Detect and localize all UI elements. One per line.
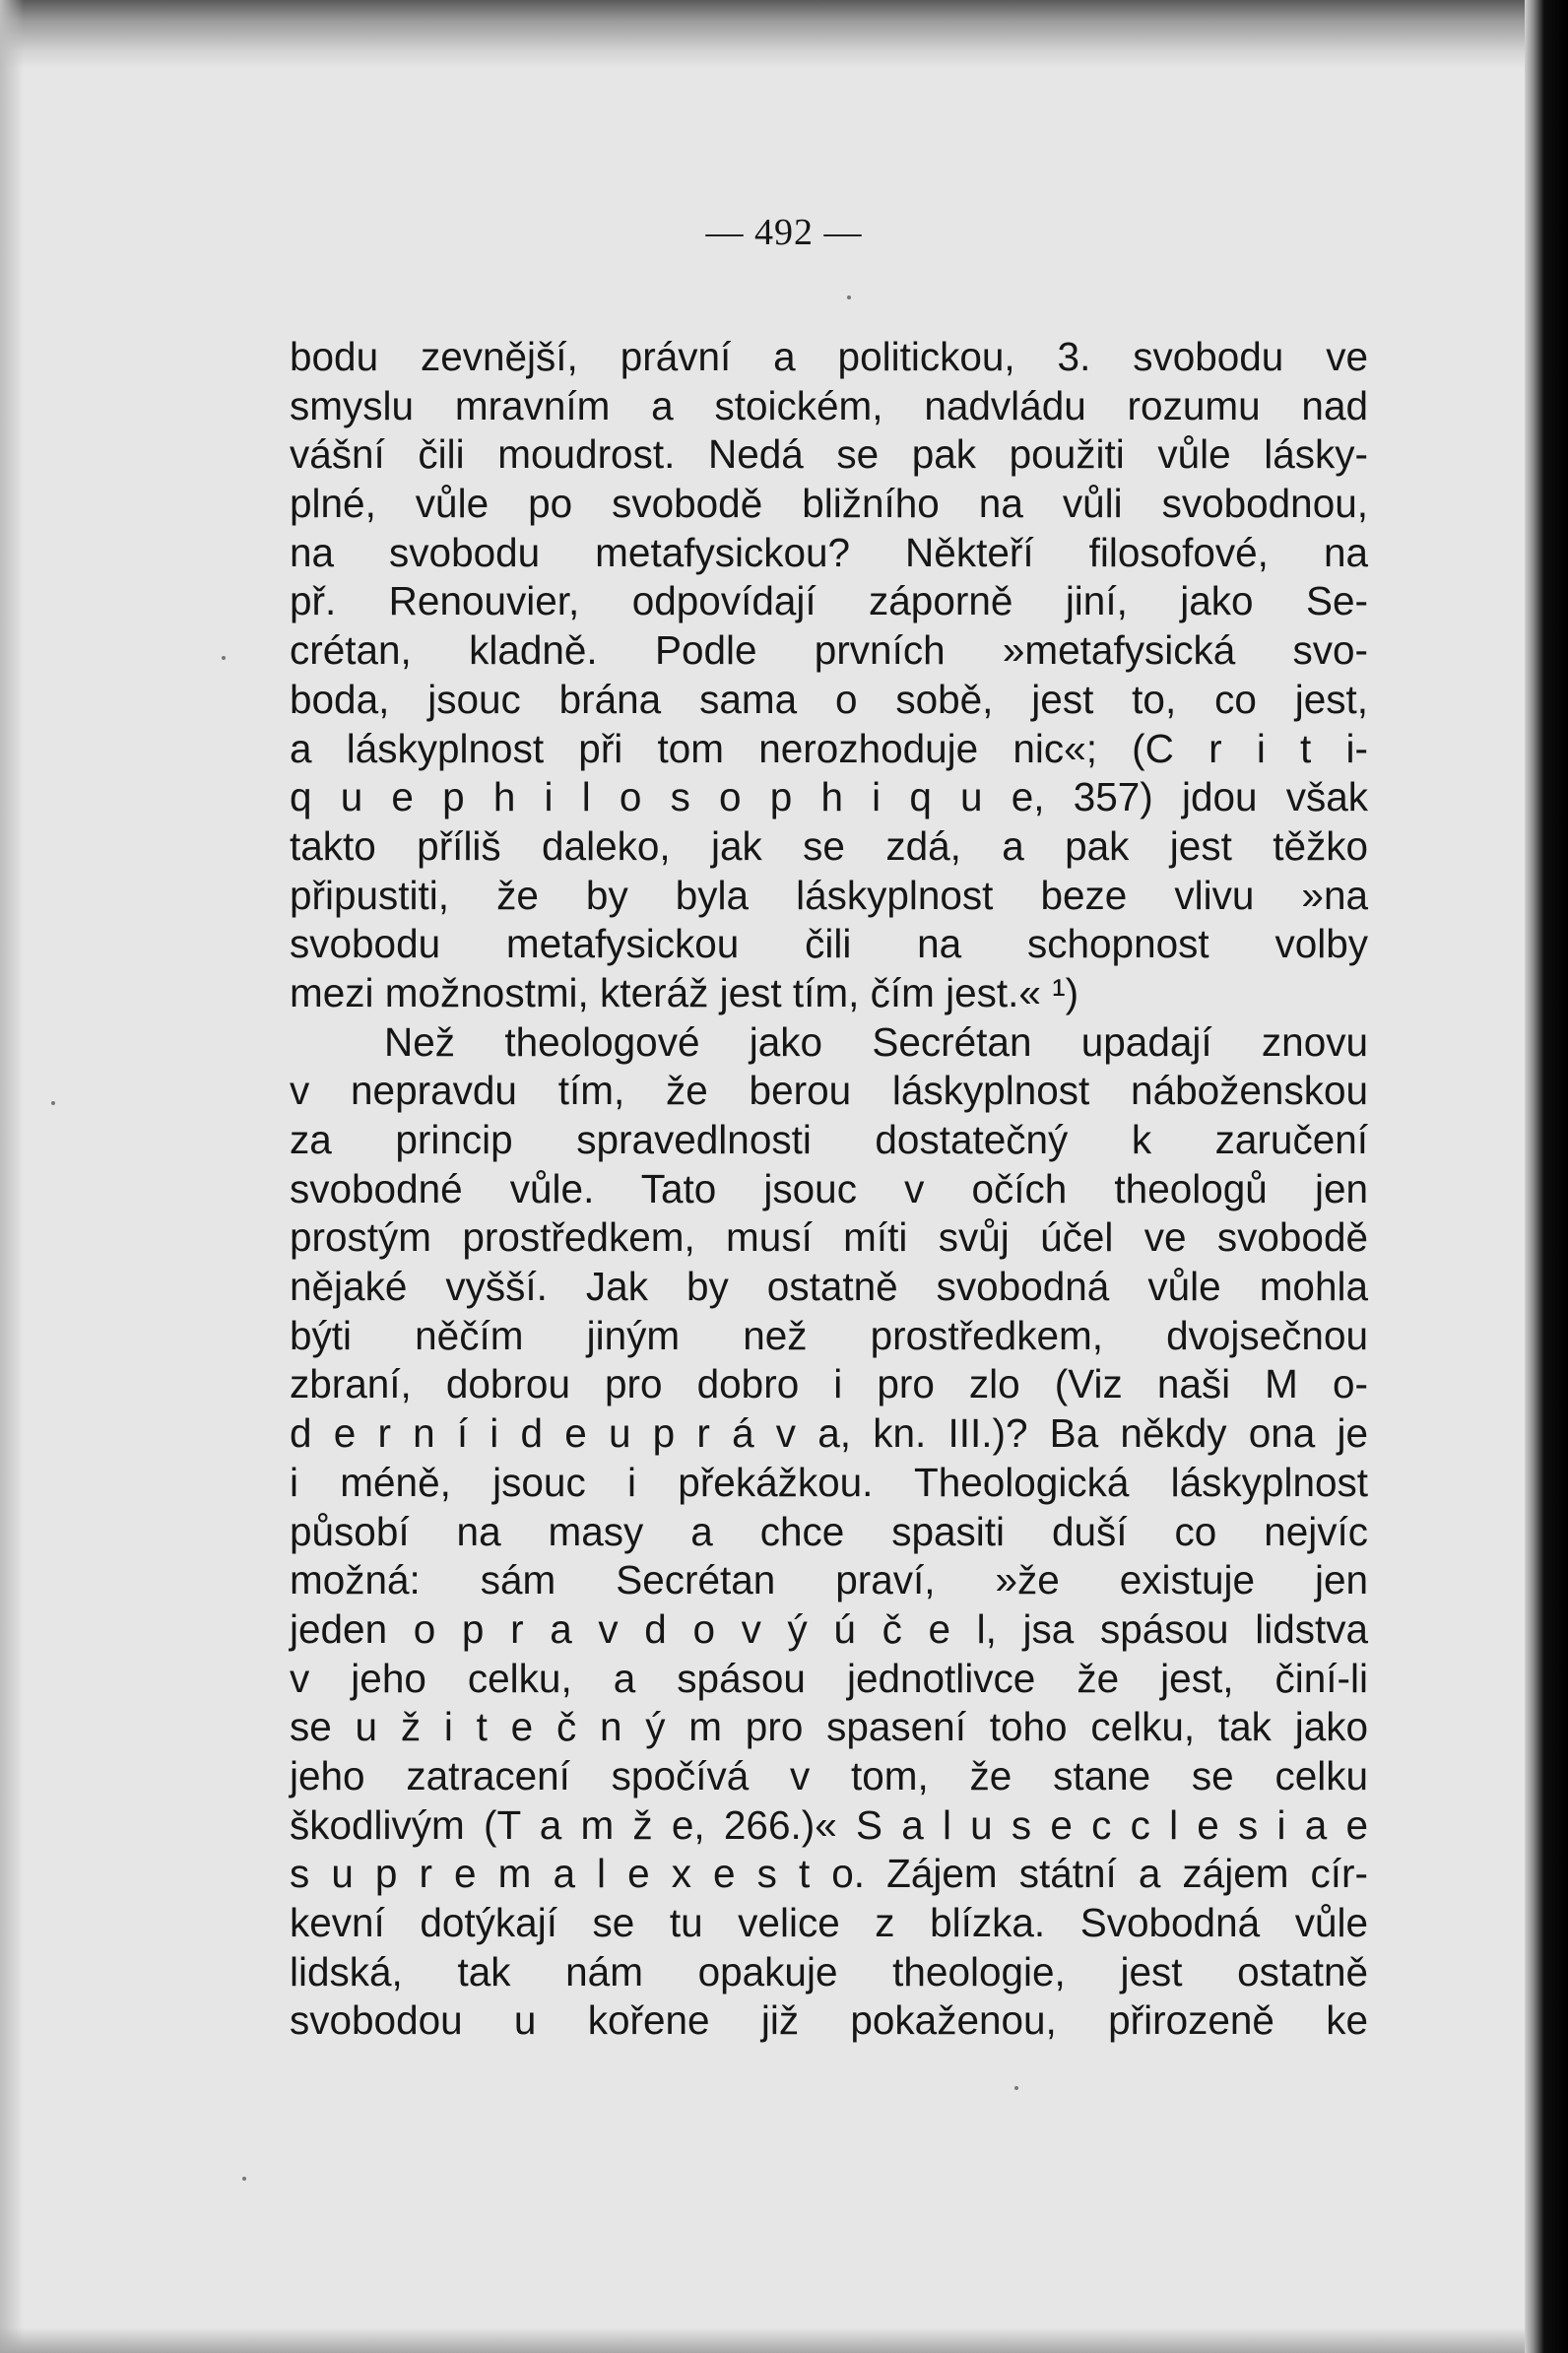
text-line: možná: sám Secrétan praví, »že existuje jen xyxy=(290,1557,1368,1603)
text-line: kevní dotýkají se tu velice z blízka. Svobodná vůle xyxy=(290,1900,1368,1945)
text-line: prostým prostředkem, musí míti svůj účel ve svobodě xyxy=(290,1214,1368,1261)
text-line: v jeho celku, a spásou jednotlivce že jest, činí-li xyxy=(290,1655,1368,1701)
text-line: lidská, tak nám opakuje theologie, jest ostatně xyxy=(290,1948,1368,1994)
dust-speck xyxy=(847,295,851,299)
text-line: a láskyplnost při tom nerozhoduje nic«; (C r i t i- xyxy=(290,725,1368,771)
text-line: crétan, kladně. Podle prvních »metafysická svo- xyxy=(290,627,1368,674)
text-line: d e r n í i d e u p r á v a, kn. III.)? Ba někdy ona je xyxy=(290,1410,1368,1457)
left-scan-shadow xyxy=(0,0,24,2353)
text-line: býti něčím jiným než prostředkem, dvojsečnou xyxy=(290,1312,1368,1358)
text-line: působí na masy a chce spasiti duší co nejvíc xyxy=(290,1508,1368,1554)
text-line: vášní čili moudrost. Nedá se pak použiti vůle lásky- xyxy=(290,431,1368,478)
text-line: svobodu metafysickou čili na schopnost volby xyxy=(290,921,1368,967)
text-line: svobodou u kořene již pokaženou, přirozeně ke xyxy=(290,1997,1368,2044)
text-line: s u p r e m a l e x e s t o. Zájem státní a zájem cír- xyxy=(290,1851,1368,1897)
text-line: př. Renouvier, odpovídají záporně jiní, jako Se- xyxy=(290,578,1368,624)
page-edge-shadow xyxy=(1525,0,1568,2353)
text-line: smyslu mravním a stoickém, nadvládu rozumu nad xyxy=(290,382,1368,428)
text-line: za princip spravedlnosti dostatečný k zaručení xyxy=(290,1117,1368,1162)
text-line: jeden o p r a v d o v ý ú č e l, jsa spásou lidstva xyxy=(290,1605,1368,1652)
page-number: — 492 — xyxy=(705,212,863,253)
body-text xyxy=(290,333,1368,2046)
text-line: mezi možnostmi, kteráž jest tím, čím jest.« ¹) xyxy=(290,969,1079,1015)
text-line: nějaké vyšší. Jak by ostatně svobodná vůle mohla xyxy=(290,1264,1368,1310)
text-line: i méně, jsouc i překážkou. Theologická láskyplnost xyxy=(290,1459,1368,1505)
text-line: jeho zatracení spočívá v tom, že stane se celku xyxy=(290,1752,1368,1798)
dust-speck xyxy=(1014,2086,1018,2090)
dust-speck xyxy=(222,656,226,660)
text-line: zbraní, dobrou pro dobro i pro zlo (Viz naši M o- xyxy=(290,1361,1368,1407)
text-line: na svobodu metafysickou? Někteří filosofové, na xyxy=(290,529,1368,575)
text-line: se u ž i t e č n ý m pro spasení toho celku, tak jako xyxy=(290,1704,1368,1750)
text-line: boda, jsouc brána sama o sobě, jest to, co jest, xyxy=(290,676,1368,722)
text-line: bodu zevnější, právní a politickou, 3. svobodu ve xyxy=(290,334,1368,379)
dust-speck xyxy=(242,2177,246,2181)
top-scan-shadow xyxy=(0,0,1536,69)
text-line: plné, vůle po svobodě bližního na vůli svobodnou, xyxy=(290,481,1368,527)
bottom-scan-shadow xyxy=(0,2327,1536,2353)
paragraph-first-line: Než theologové jako Secrétan upadají znovu xyxy=(384,1018,1368,1065)
text-line: v nepravdu tím, že berou láskyplnost náboženskou xyxy=(290,1068,1368,1114)
dust-speck xyxy=(51,1101,55,1105)
text-line: připustiti, že by byla láskyplnost beze vlivu »na xyxy=(290,872,1368,918)
text-line: q u e p h i l o s o p h i q u e, 357) jdou však xyxy=(290,774,1368,820)
text-line: škodlivým (T a m ž e, 266.)« S a l u s e c c l e s i a e xyxy=(290,1801,1368,1848)
text-line: takto příliš daleko, jak se zdá, a pak jest těžko xyxy=(290,822,1368,869)
text-line: svobodné vůle. Tato jsouc v očích theologů jen xyxy=(290,1165,1368,1211)
